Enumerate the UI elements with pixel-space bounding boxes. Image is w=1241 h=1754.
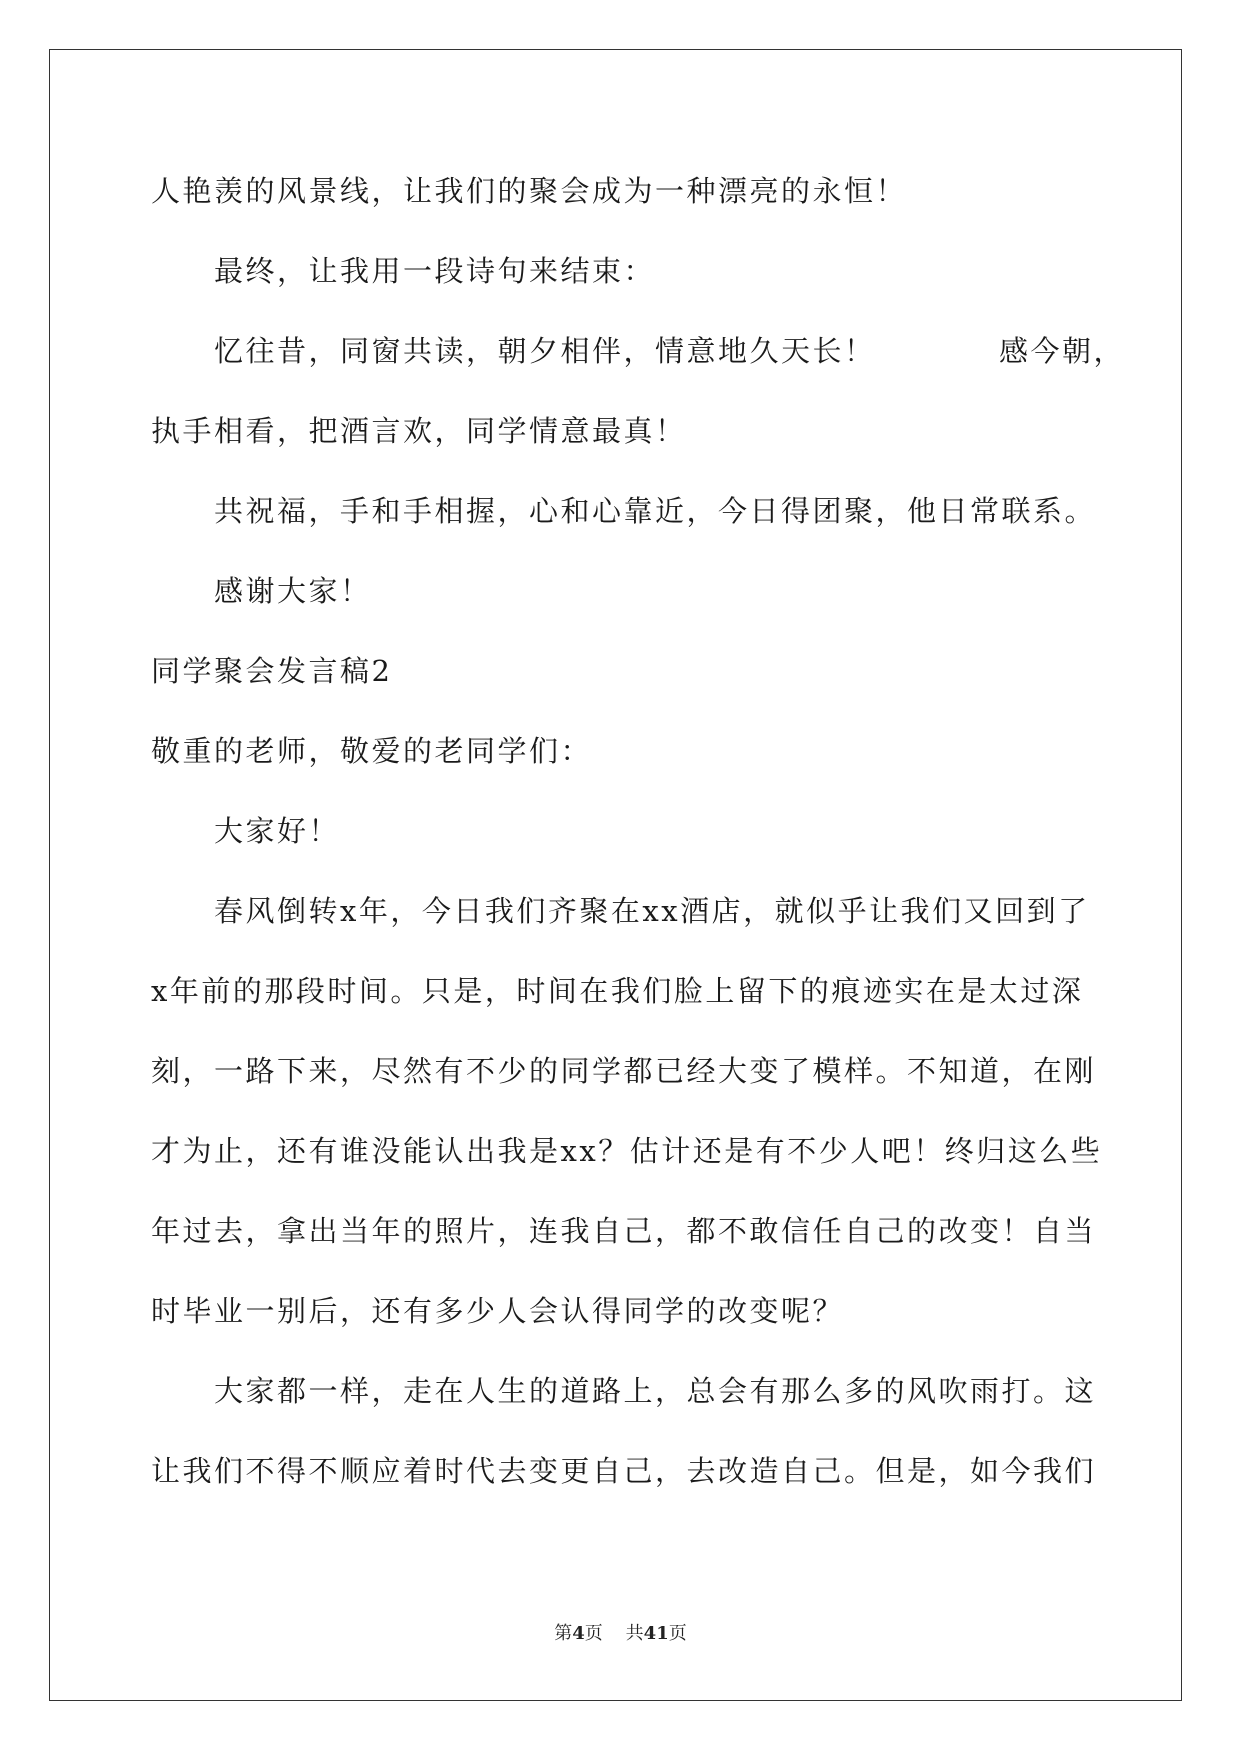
footer-page-unit: 页 <box>584 1623 603 1644</box>
text-line: 年过去，拿出当年的照片，连我自己，都不敢信任自己的改变！自当 <box>151 1214 1097 1248</box>
text-line: 刻，一路下来，尽然有不少的同学都已经大变了模样。不知道，在刚 <box>151 1054 1097 1088</box>
text-line: 人艳羡的风景线，让我们的聚会成为一种漂亮的永恒！ <box>151 174 908 208</box>
text-line: 春风倒转x年，今日我们齐聚在xx酒店，就似乎让我们又回到了 <box>214 894 1090 928</box>
text-line: 大家好！ <box>214 814 341 848</box>
text-line: 时毕业一别后，还有多少人会认得同学的改变呢？ <box>151 1294 845 1328</box>
text-line: 最终，让我用一段诗句来结束： <box>214 254 656 288</box>
text-line: 感谢大家！ <box>214 574 372 608</box>
text-line: x年前的那段时间。只是，时间在我们脸上留下的痕迹实在是太过深 <box>151 974 1084 1008</box>
text-line: 执手相看，把酒言欢，同学情意最真！ <box>151 414 687 448</box>
current-page-number: 4 <box>572 1623 585 1644</box>
page-footer <box>0 1622 1241 1646</box>
footer-prefix: 第 <box>554 1623 573 1644</box>
footer-total-unit: 页 <box>668 1623 687 1644</box>
text-line: 忆往昔，同窗共读，朝夕相伴，情意地久天长！ <box>214 334 876 368</box>
text-line: 感今朝， <box>999 334 1126 368</box>
text-line: 才为止，还有谁没能认出我是xx？估计还是有不少人吧！终归这么些 <box>151 1134 1103 1168</box>
section-heading: 同学聚会发言稿2 <box>151 654 393 688</box>
text-line: 大家都一样，走在人生的道路上，总会有那么多的风吹雨打。这 <box>214 1374 1097 1408</box>
text-line: 共祝福，手和手相握，心和心靠近，今日得团聚，他日常联系。 <box>214 494 1097 528</box>
footer-total-prefix: 共 <box>625 1623 644 1644</box>
text-line: 让我们不得不顺应着时代去变更自己，去改造自己。但是，如今我们 <box>151 1454 1097 1488</box>
total-pages-number: 41 <box>643 1623 669 1644</box>
salutation: 敬重的老师，敬爱的老同学们： <box>151 734 593 768</box>
